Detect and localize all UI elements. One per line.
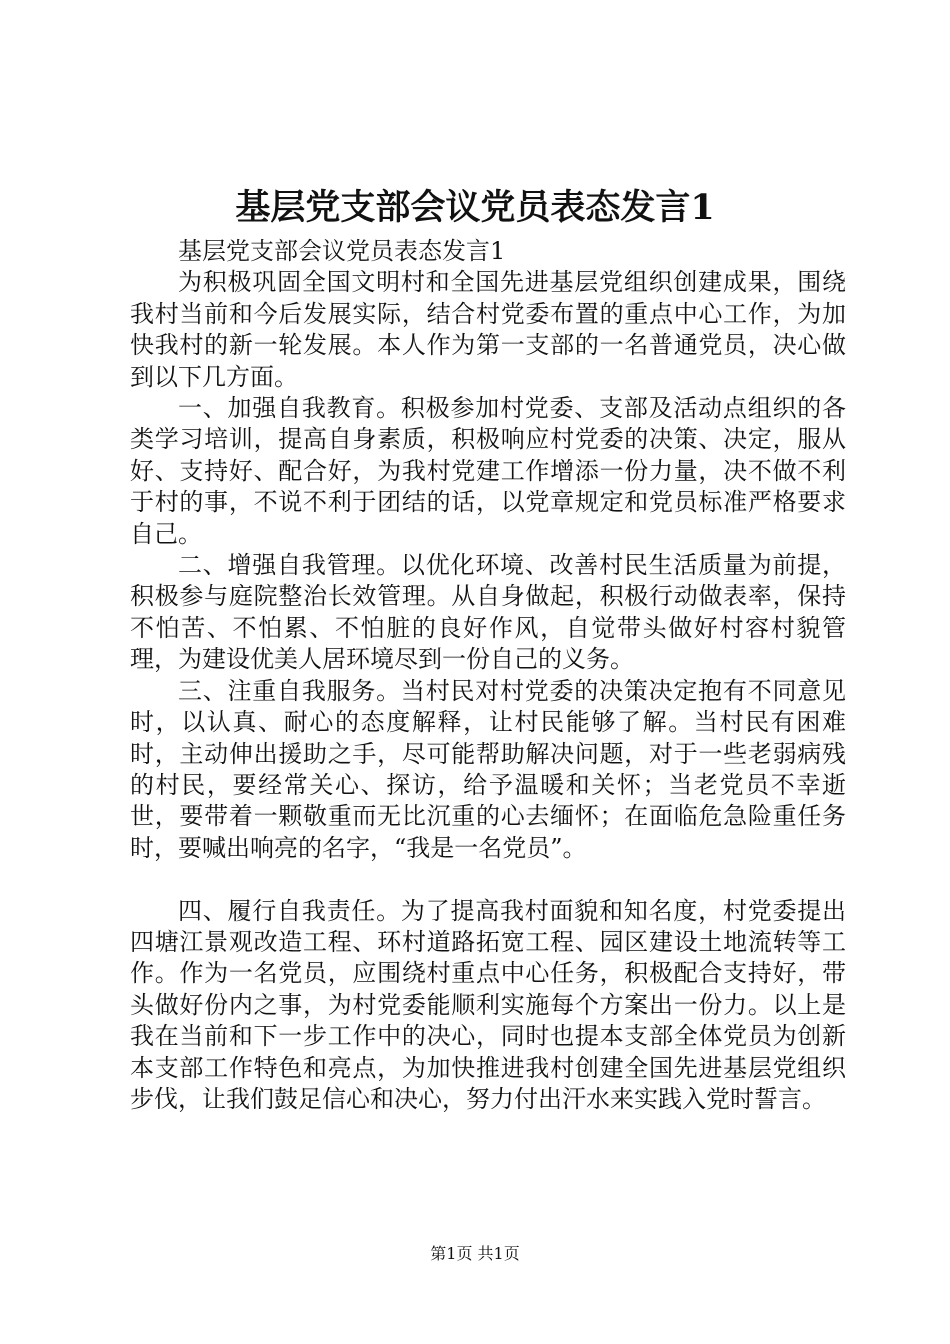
page-footer: 第1页 共1页 [430,1244,520,1263]
document-title: 基层党支部会议党员表态发言1 [235,187,715,228]
paragraph-heading-repeat: 基层党支部会议党员表态发言1 [178,237,506,265]
paragraph-intro: 为积极巩固全国文明村和全国先进基层党组织创建成果，围绕我村当前和今后发展实际，结合村党委布置的重点中心工作，为加快我村的新一轮发展。本人作为第一支部的一名普通党员，决心做到以下几方面。 [130,268,846,391]
paragraph-section-2: 二、增强自我管理。以优化环境、改善村民生活质量为前提，积极参与庭院整治长效管理。从自身做起，积极行动做表率，保持不怕苦、不怕累、不怕脏的良好作风，自觉带头做好村容村貌管理，为建设优美人居环境尽到一份自己的义务。 [130,551,846,674]
document-body [130,236,846,1115]
paragraph-section-4: 四、履行自我责任。为了提高我村面貌和知名度，村党委提出四塘江景观改造工程、环村道路拓宽工程、园区建设土地流转等工作。作为一名党员，应围绕村重点中心任务，积极配合支持好，带头做好份内之事，为村党委能顺利实施每个方案出一份力。以上是我在当前和下一步工作中的决心，同时也提本支部全体党员为创新本支部工作特色和亮点，为加快推进我村创建全国先进基层党组织步伐，让我们鼓足信心和决心，努力付出汗水来实践入党时誓言。 [130,896,846,1113]
paragraph-section-1: 一、加强自我教育。积极参加村党委、支部及活动点组织的各类学习培训，提高自身素质，积极响应村党委的决策、决定，服从好、支持好、配合好，为我村党建工作增添一份力量，决不做不利于村的事，不说不利于团结的话，以党章规定和党员标准严格要求自己。 [130,394,846,548]
paragraph-section-3: 三、注重自我服务。当村民对村党委的决策决定抱有不同意见时，以认真、耐心的态度解释，让村民能够了解。当村民有困难时，主动伸出援助之手，尽可能帮助解决问题，对于一些老弱病残的村民，要经常关心、探访，给予温暖和关怀；当老党员不幸逝世，要带着一颗敬重而无比沉重的心去缅怀；在面临危急险重任务时，要喊出响亮的名字，“我是一名党员”。 [130,676,846,862]
